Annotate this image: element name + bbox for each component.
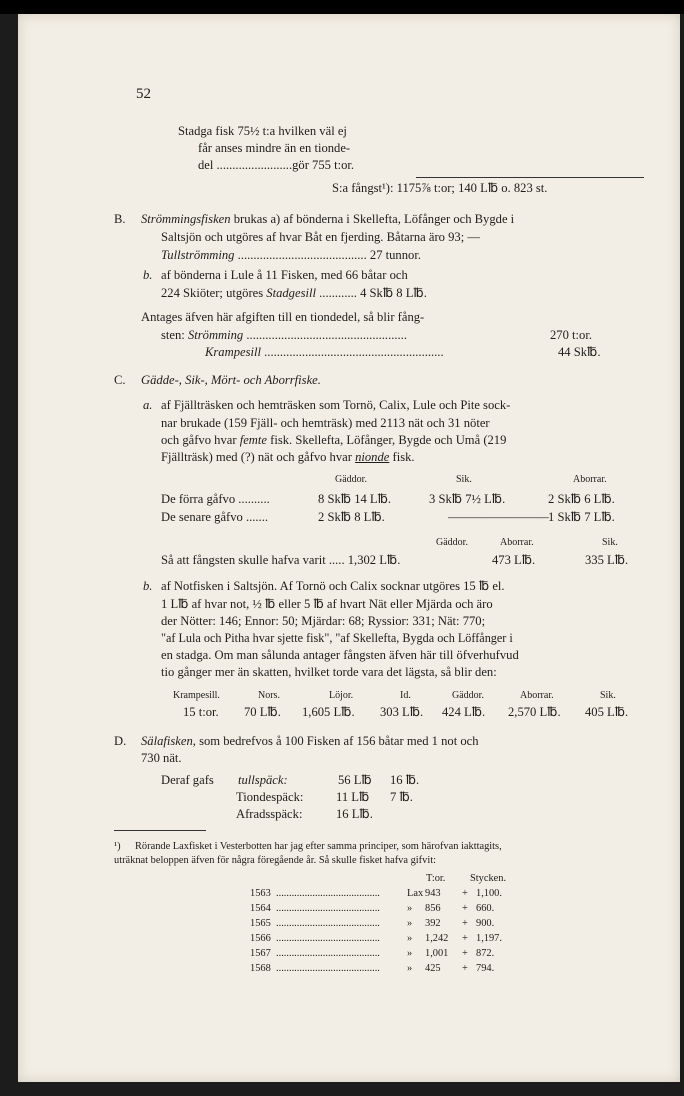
footnote-st: 872. (476, 948, 495, 959)
t3-value-nors: 70 L℔. (244, 705, 281, 719)
top-edge (0, 0, 684, 14)
stadga-line-3: del ........................gör 755 t:or. (198, 158, 355, 172)
stromming-label: Strömming (187, 328, 244, 342)
footnote-st: 1,100. (476, 888, 502, 899)
t1-row1-sik: 3 Sk℔ 7½ L℔. (429, 492, 506, 506)
krampesill-label: Krampesill (205, 345, 261, 359)
footnote-plus: + (462, 948, 468, 959)
d-row1-v2: 16 ℔. (390, 773, 420, 787)
footnote-tor: 943 (425, 888, 441, 899)
nionde-word: nionde (355, 450, 390, 464)
t3-value-krampesill: 15 t:or. (183, 705, 219, 719)
section-b-line-4: af bönderna i Lule å 11 Fisken, med 66 båtar och (161, 268, 408, 282)
sum-rule (416, 177, 644, 178)
section-d-marker: D. (114, 734, 127, 748)
t3-value-gaddor: 424 L℔. (442, 705, 486, 719)
section-b-line-8: Krampesill ......................................................... (205, 345, 444, 359)
section-c-b-line-1: af Notfisken i Saltsjön. Af Tornö och Calix socknar utgöres 15 ℔ el. (161, 579, 505, 593)
stadgesill-label: Stadgesill (266, 286, 316, 300)
footnote-year: 1563 (250, 888, 271, 899)
footnote-leader-dots: ........................................ (276, 903, 380, 914)
footnote-line-1: Rörande Laxfisket i Vesterbotten har jag efter samma principer, som härofvan iakttagits, (135, 841, 502, 852)
t1-row2-aborrar: 1 Sk℔ 7 L℔. (548, 510, 615, 524)
stadgesill-value: 4 Sk℔ 8 L℔. (360, 286, 427, 300)
section-b-line-5-text: 224 Skiöter; utgöres (161, 286, 264, 300)
footnote-rule (114, 830, 206, 831)
section-b-line-6: Antages äfven här afgiften till en tiondedel, så blir fång- (141, 310, 425, 324)
footnote-leader-dots: ........................................ (276, 888, 380, 899)
footnote-fish: » (407, 918, 413, 929)
footnote-fish: » (407, 948, 413, 959)
d-row3-v1: 16 L℔. (336, 807, 373, 821)
section-b-line-3: Tullströmming ......................................... 27 tunnor. (161, 248, 421, 262)
footnote-st: 1,197. (476, 933, 502, 944)
footnote-leader-dots: ........................................ (276, 963, 380, 974)
footnote-plus: + (462, 888, 468, 899)
section-c-marker: C. (114, 373, 126, 387)
t2-header-aborrar: Aborrar. (500, 537, 534, 548)
section-c-b-line-2: 1 L℔ af hvar not, ½ ℔ eller 5 ℔ af hvart Nät eller Mjärda och äro (161, 597, 493, 611)
t3-value-aborrar: 2,570 L℔. (508, 705, 561, 719)
t3-value-sik: 405 L℔. (585, 705, 629, 719)
section-c-line-3-rest: fisk. Skellefta, Löfånger, Bygde och Umå (219 (270, 433, 507, 447)
t2-header-gaddor: Gäddor. (436, 537, 468, 548)
section-b-title: Strömmingsfisken (141, 212, 231, 226)
t1-row2-sik: ———————— (448, 510, 549, 524)
footnote-header-tor: T:or. (426, 873, 446, 884)
section-b-line-1 (141, 212, 514, 227)
footnote-leader-dots: ........................................ (276, 933, 380, 944)
sum-sik: 335 L℔. (585, 553, 629, 567)
femte-word: femte (239, 433, 267, 447)
t3-value-lojor: 1,605 L℔. (302, 705, 355, 719)
section-b-line-7-text: sten: (161, 328, 185, 342)
footnote-tor: 425 (425, 963, 441, 974)
tullstromming-value: 27 tunnor. (369, 248, 421, 262)
footnote-year: 1568 (250, 963, 271, 974)
footnote-leader-dots: ........................................ (276, 948, 380, 959)
deraf-label: Deraf gafs (161, 773, 214, 787)
footnote-year: 1566 (250, 933, 271, 944)
t2-header-sik: Sik. (602, 537, 618, 548)
t1-row1-gaddor: 8 Sk℔ 14 L℔. (318, 492, 392, 506)
footnote-mark: ¹) (114, 841, 121, 852)
footnote-leader-dots: ........................................ (276, 918, 380, 929)
section-c-line-1: af Fjällträsken och hemträsken som Tornö, Calix, Lule och Pite sock- (161, 398, 511, 412)
d-row1-v1: 56 L℔ (338, 773, 372, 787)
d-row1-label: tullspäck: (238, 773, 288, 787)
d-row2-label: Tiondespäck: (236, 790, 304, 804)
footnote-fish: » (407, 903, 413, 914)
section-c-b-label: b. (143, 579, 153, 593)
stadga-total: S:a fångst¹): 1175⅞ t:or; 140 L℔ o. 823 st. (332, 181, 548, 195)
footnote-tor: 856 (425, 903, 441, 914)
section-c-line-4 (161, 450, 415, 465)
section-b-line-7: sten: Strömming ................................................... (161, 328, 407, 342)
section-c-line-4-text: Fjällträsk) med (?) nät och gåfvo hvar (161, 450, 352, 464)
footnote-fish: » (407, 933, 413, 944)
book-page (18, 14, 680, 1082)
section-c-a-label: a. (143, 398, 153, 412)
t3-header-lojor: Löjor. (329, 690, 354, 701)
t3-header-gaddor: Gäddor. (452, 690, 484, 701)
section-c-title: Gädde-, Sik-, Mört- och Aborrfiske. (141, 373, 321, 387)
footnote-tor: 392 (425, 918, 441, 929)
footnote-st: 794. (476, 963, 495, 974)
footnote-tor: 1,242 (425, 933, 449, 944)
t3-header-id: Id. (400, 690, 411, 701)
footnote-fish: Lax (407, 888, 424, 899)
tullstromming-label: Tullströmming (161, 248, 235, 262)
section-c-b-line-3: der Nötter: 146; Ennor: 50; Mjärdar: 68; Ryssior: 331; Nät: 770; (161, 614, 486, 628)
section-c-line-3-text: och gåfvo hvar (161, 433, 237, 447)
sum-aborrar: 473 L℔. (492, 553, 536, 567)
t3-value-id: 303 L℔. (380, 705, 424, 719)
page-number: 52 (136, 86, 151, 102)
footnote-st: 900. (476, 918, 495, 929)
t3-header-sik: Sik. (600, 690, 616, 701)
t1-row1-label: De förra gåfvo .......... (161, 492, 270, 506)
footnote-fish: » (407, 963, 413, 974)
section-b-b-label: b. (143, 268, 153, 282)
t3-header-aborrar: Aborrar. (520, 690, 554, 701)
section-b-marker: B. (114, 212, 126, 226)
footnote-plus: + (462, 963, 468, 974)
sum-label: Så att fångsten skulle hafva varit ..... 1,302 L℔. (161, 553, 401, 567)
footnote-plus: + (462, 918, 468, 929)
t1-row1-aborrar: 2 Sk℔ 6 L℔. (548, 492, 615, 506)
stromming-value: 270 t:or. (550, 328, 592, 342)
t1-row2-label: De senare gåfvo ....... (161, 510, 269, 524)
footnote-plus: + (462, 933, 468, 944)
section-c-b-line-4: "af Lula och Pitha hvar sjette fisk", "af Skellefta, Bygda och Löffånger i (161, 631, 513, 645)
section-c-b-line-5: en stadga. Om man sålunda antager fångsten äfven här till öfverhufvud (161, 648, 519, 662)
section-d-line-1-rest: som bedrefvos å 100 Fisken af 156 båtar med 1 not och (199, 734, 479, 748)
footnote-year: 1565 (250, 918, 271, 929)
footnote-tor: 1,001 (425, 948, 449, 959)
section-c-b-line-6: tio gånger mer än skatten, hvilket torde vara det lägsta, så blir den: (161, 665, 497, 679)
section-b-line-1-rest: brukas a) af bönderna i Skellefta, Löfånger och Bygde i (233, 212, 515, 226)
section-c-line-3 (161, 433, 506, 448)
section-c-line-2: nar brukade (159 Fjäll- och hemträsk) med 2113 nät och 31 nöter (161, 416, 490, 430)
section-b-line-2: Saltsjön och utgöres af hvar Båt en fjerding. Båtarna äro 93; — (161, 230, 480, 244)
section-b-line-5: 224 Skiöter; utgöres Stadgesill ............ 4 Sk℔ 8 L℔. (161, 286, 427, 300)
krampesill-value: 44 Sk℔. (558, 345, 601, 359)
section-d-title: Sälafisken, (141, 734, 196, 748)
t3-header-nors: Nors. (258, 690, 280, 701)
footnote-plus: + (462, 903, 468, 914)
d-row2-v2: 7 ℔. (390, 790, 413, 804)
footnote-header-st: Stycken. (470, 873, 507, 884)
section-d-line-2: 730 nät. (141, 751, 182, 765)
section-c-line-4-rest: fisk. (392, 450, 415, 464)
stadga-line-2: får anses mindre än en tionde- (198, 141, 351, 155)
t1-header-aborrar: Aborrar. (573, 474, 607, 485)
footnote-line-2: uträknat beloppen äfven för några föregående år. Så skulle fisket hafva gifvit: (114, 855, 436, 866)
footnote-year: 1567 (250, 948, 271, 959)
t1-header-gaddor: Gäddor. (335, 474, 367, 485)
section-d-line-1 (141, 734, 479, 749)
d-row3-label: Afradsspäck: (236, 807, 303, 821)
t1-header-sik: Sik. (456, 474, 472, 485)
t1-row2-gaddor: 2 Sk℔ 8 L℔. (318, 510, 385, 524)
footnote-year: 1564 (250, 903, 271, 914)
footnote-st: 660. (476, 903, 495, 914)
stadga-line-1: Stadga fisk 75½ t:a hvilken väl ej (178, 124, 347, 138)
d-row2-v1: 11 L℔ (336, 790, 370, 804)
t3-header-krampesill: Krampesill. (173, 690, 220, 701)
